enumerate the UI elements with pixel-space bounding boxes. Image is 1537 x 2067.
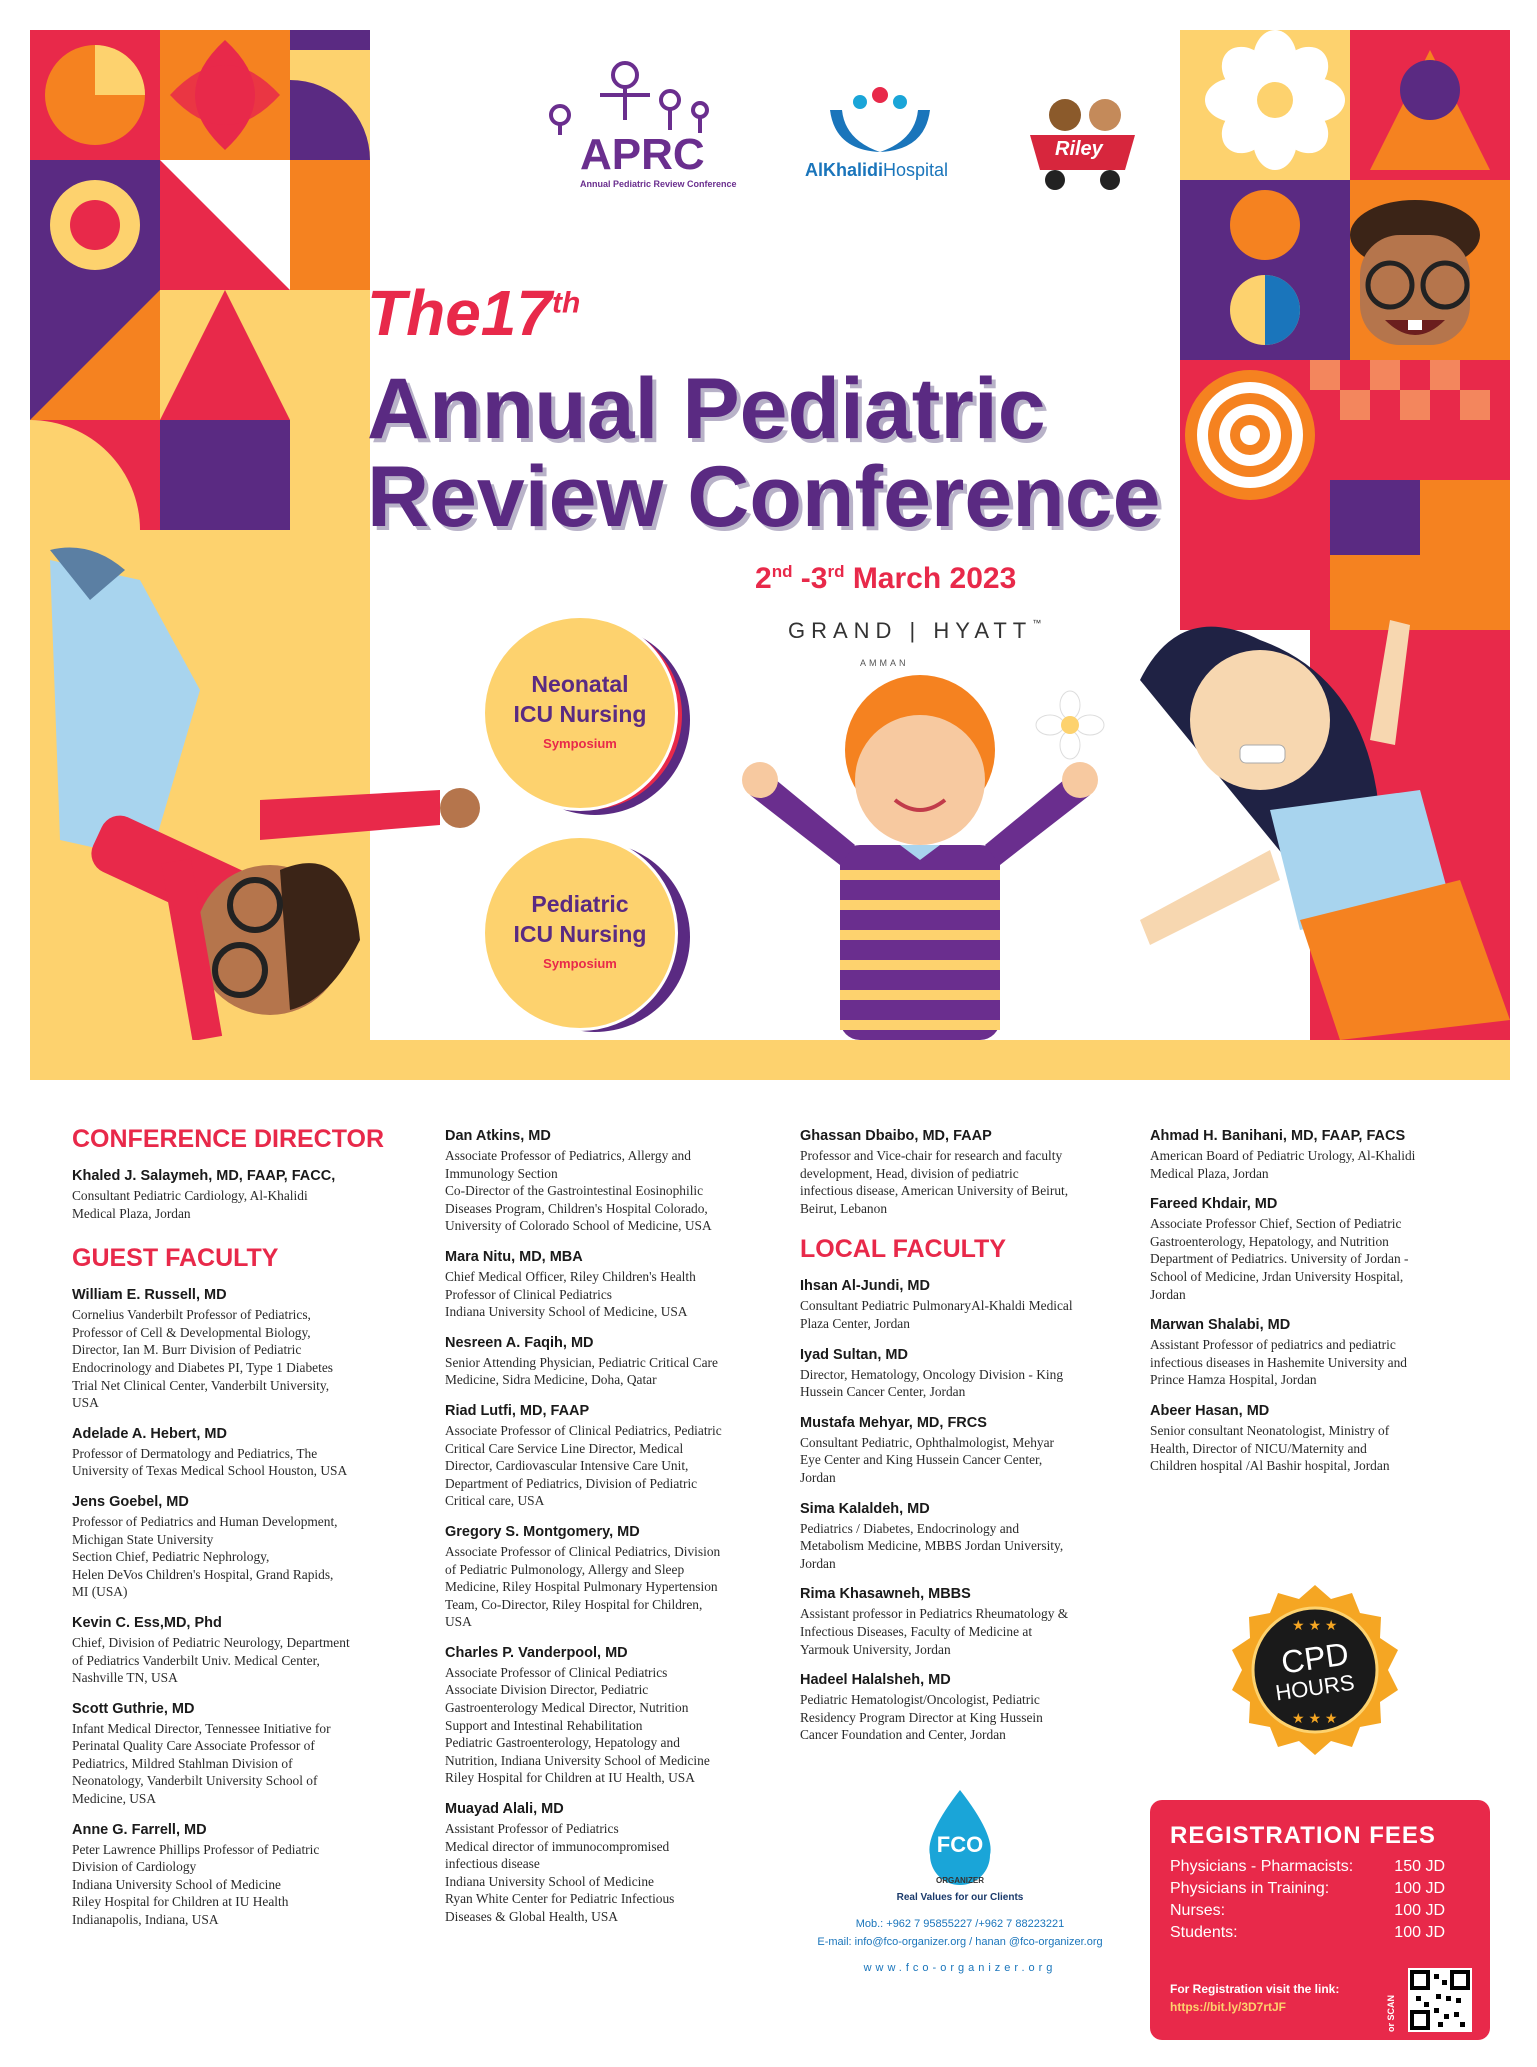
fee-value: 100 JD [1394, 1902, 1445, 1919]
faculty-description: Professor and Vice-chair for research and faculty development, Head, division of pediatric infectious disease, American University of Beirut, Beirut, Lebanon [800, 1148, 1069, 1216]
fco-tagline: Real Values for our Clients [896, 1892, 1024, 1903]
date-start: 2 [755, 562, 772, 595]
faculty-entry [800, 1501, 1140, 1573]
faculty-entry [445, 1403, 785, 1510]
venue-name [788, 618, 1047, 644]
edition-suffix: th [551, 286, 581, 320]
title-line-1: Annual Pediatric [367, 361, 1046, 457]
aprc-logo-text: APRC [580, 130, 705, 179]
date-end-suffix: rd [827, 562, 845, 581]
faculty-description: Associate Professor of Clinical Pediatrics, Pediatric Critical Care Service Line Director, Medical Director, Cardiovascular Intensive Care Unit, Department of Pediatrics, Division of Pediatric Critical care, USA [445, 1422, 722, 1509]
guest-faculty-list-1 [72, 1287, 402, 1928]
faculty-name: Charles P. Vanderpool, MD [445, 1644, 628, 1661]
left-geometric-pattern [30, 30, 370, 530]
fee-row [1170, 1858, 1445, 1876]
boy-with-glasses-illustration [1340, 195, 1490, 385]
date-month-year: March 2023 [844, 562, 1017, 595]
fee-value: 100 JD [1394, 1924, 1445, 1941]
faculty-description: Consultant Pediatric Cardiology, Al-Khalidi Medical Plaza, Jordan [72, 1188, 308, 1221]
faculty-name: Nesreen A. Faqih, MD [445, 1334, 594, 1351]
fco-logo-subtitle: ORGANIZER [936, 1876, 984, 1885]
faculty-entry [72, 1168, 402, 1222]
small-daisy-icon [1035, 690, 1105, 760]
faculty-name: William E. Russell, MD [72, 1287, 227, 1304]
faculty-name: Muayad Alali, MD [445, 1801, 564, 1818]
faculty-description: Associate Professor of Clinical Pediatrics Associate Division Director, Pediatric Gastroenterology Medical Director, Nutrition Support and Intestinal Rehabilitation Pediatric Gastroenterology, Hepatology and Nutrition, Indiana University School of Medicine Riley Hospital for Children at IU Health, USA [445, 1664, 710, 1786]
faculty-name: Scott Guthrie, MD [72, 1700, 195, 1717]
pediatric-icu-symposium-badge [482, 835, 678, 1031]
faculty-name: Ihsan Al-Jundi, MD [800, 1278, 930, 1295]
upside-down-boy-illustration [30, 540, 510, 1040]
aprc-logo [540, 55, 755, 190]
title-line-2: Review Conference [367, 449, 1161, 545]
alkhalidi-logo-text [805, 160, 948, 181]
faculty-entry [1150, 1128, 1490, 1182]
registration-link[interactable]: https://bit.ly/3D7rtJF [1170, 2000, 1287, 2014]
faculty-name: Iyad Sultan, MD [800, 1346, 908, 1363]
faculty-entry [800, 1278, 1140, 1332]
faculty-entry [800, 1415, 1140, 1487]
faculty-entry [72, 1426, 402, 1480]
svg-text:★ ★ ★: ★ ★ ★ [1292, 1617, 1338, 1633]
fee-label: Nurses: [1170, 1902, 1226, 1919]
faculty-name: Ahmad H. Banihani, MD, FAAP, FACS [1150, 1128, 1406, 1144]
faculty-column-1 [72, 1125, 402, 1943]
faculty-entry [72, 1822, 402, 1929]
fco-mobile: Mob.: +962 7 95855227 /+962 7 88223221 [855, 1918, 1065, 1930]
alkhalidi-hospital-logo [800, 70, 960, 190]
riley-logo [1015, 90, 1145, 200]
faculty-description: Assistant professor in Pediatrics Rheumatology & Infectious Diseases, Faculty of Medicine at Yarmouk University, Jordan [800, 1606, 1069, 1657]
conference-title [367, 361, 1161, 545]
faculty-name: Abeer Hasan, MD [1150, 1402, 1270, 1419]
faculty-name: Mustafa Mehyar, MD, FRCS [800, 1414, 987, 1431]
spiral-target-icon [1180, 365, 1320, 505]
faculty-name: Rima Khasawneh, MBBS [800, 1586, 971, 1603]
daisy-icon [1200, 30, 1350, 170]
fee-label: Physicians in Training: [1170, 1880, 1330, 1897]
registration-visit-text: For Registration visit the link: [1170, 1982, 1340, 1996]
faculty-description: Professor of Dermatology and Pediatrics, The University of Texas Medical School Houston, USA [72, 1445, 348, 1479]
faculty-entry [445, 1335, 785, 1389]
badge-label: Symposium [543, 956, 617, 971]
qr-code-icon[interactable] [1408, 1968, 1472, 2032]
faculty-entry [1150, 1196, 1490, 1303]
alkhalidi-logo-rest: Hospital [883, 160, 949, 180]
faculty-description: Director, Hematology, Oncology Division - King Hussein Cancer Center, Jordan [800, 1366, 1064, 1400]
faculty-entry [800, 1672, 1140, 1744]
faculty-column-3 [800, 1128, 1140, 1758]
faculty-description: Chief, Division of Pediatric Neurology, Department of Pediatrics Vanderbilt Univ. Medical Center, Nashville TN, USA [72, 1634, 350, 1686]
fee-row [1170, 1924, 1445, 1942]
fee-label: Students: [1170, 1924, 1238, 1941]
faculty-entry [800, 1347, 1140, 1401]
edition-number: The17 [367, 277, 552, 349]
faculty-entry [800, 1586, 1140, 1658]
cpd-hours-label: HOURS [1273, 1669, 1357, 1706]
faculty-entry [445, 1801, 785, 1926]
alkhalidi-logo-bold: AlKhalidi [805, 160, 884, 180]
hands-family-icon [800, 70, 960, 155]
riley-logo-text: Riley [1055, 138, 1103, 160]
fee-row [1170, 1902, 1445, 1920]
faculty-name: Mara Nitu, MD, MBA [445, 1248, 583, 1265]
fco-email[interactable]: E-mail: info@fco-organizer.org / hanan @fco-organizer.org [817, 1936, 1103, 1948]
faculty-description: Peter Lawrence Phillips Professor of Pediatric Division of Cardiology Indiana University School of Medicine Riley Hospital for Children at IU Health Indianapolis, Indiana, USA [72, 1841, 320, 1928]
section-heading-guest: GUEST FACULTY [72, 1244, 279, 1273]
registration-fees-box [1150, 1800, 1490, 2040]
faculty-description: Consultant Pediatric, Ophthalmologist, Mehyar Eye Center and King Hussein Cancer Center, Jordan [800, 1434, 1055, 1485]
faculty-entry [72, 1494, 402, 1601]
neonatal-icu-symposium-badge [482, 615, 678, 811]
children-figures-icon [540, 55, 755, 135]
edition-heading [367, 276, 580, 350]
faculty-name: Gregory S. Montgomery, MD [445, 1523, 640, 1540]
faculty-name: Riad Lutfi, MD, FAAP [445, 1402, 590, 1419]
faculty-entry [445, 1645, 785, 1787]
fee-value: 150 JD [1394, 1858, 1445, 1875]
faculty-entry [1150, 1317, 1490, 1389]
faculty-name: Marwan Shalabi, MD [1150, 1317, 1291, 1334]
aprc-logo-subtitle: Annual Pediatric Review Conference [580, 179, 737, 189]
faculty-description: Cornelius Vanderbilt Professor of Pediatrics, Professor of Cell & Developmental Biology, Director, Ian M. Burr Division of Pediatric Endocrinology and Diabetes PI, Type 1 Diabetes Trial Net Clinical Center, Vanderbilt University, USA [72, 1307, 333, 1411]
registration-title: REGISTRATION FEES [1170, 1822, 1436, 1849]
guest-faculty-list-3 [800, 1128, 1140, 1217]
faculty-description: Senior consultant Neonatologist, Ministry of Health, Director of NICU/Maternity and Children hospital /Al Bashir hospital, Jordan [1150, 1422, 1390, 1474]
faculty-description: Pediatric Hematologist/Oncologist, Pediatric Residency Program Director at King Hussein Cancer Foundation and Center, Jordan [800, 1692, 1043, 1743]
venue-trademark: ™ [1032, 618, 1048, 628]
date-end: -3 [792, 562, 828, 595]
local-faculty-list-1 [800, 1278, 1140, 1744]
faculty-name: Khaled J. Salaymeh, MD, FAAP, FACC, [72, 1168, 336, 1184]
faculty-name: Hadeel Halalsheh, MD [800, 1672, 951, 1689]
faculty-name: Dan Atkins, MD [445, 1128, 551, 1144]
faculty-description: Assistant Professor of pediatrics and pediatric infectious diseases in Hashemite University and Prince Hamza Hospital, Jordan [1150, 1337, 1407, 1388]
section-heading-director: CONFERENCE DIRECTOR [72, 1125, 385, 1153]
faculty-entry [72, 1615, 402, 1687]
bottom-yellow-stripe [30, 1040, 1510, 1080]
badge-label: Symposium [543, 736, 617, 751]
faculty-description: Pediatrics / Diabetes, Endocrinology and Metabolism Medicine, MBBS Jordan University, Jordan [800, 1520, 1064, 1571]
faculty-description: Professor of Pediatrics and Human Development, Michigan State University Section Chief, Pediatric Nephrology, Helen DeVos Children's Hospital, Grand Rapids, MI (USA) [72, 1513, 338, 1600]
fco-logo-text: FCO [936, 1832, 984, 1857]
fee-value: 100 JD [1394, 1880, 1445, 1897]
faculty-entry [445, 1524, 785, 1631]
faculty-column-4 [1150, 1128, 1490, 1489]
badge-line-2: ICU Nursing [513, 921, 647, 947]
faculty-name: Sima Kalaldeh, MD [800, 1500, 930, 1517]
local-faculty-list-2 [1150, 1128, 1490, 1475]
faculty-description: American Board of Pediatric Urology, Al-Khalidi Medical Plaza, Jordan [1150, 1148, 1416, 1181]
director-list [72, 1168, 402, 1222]
fco-website[interactable]: www.fco-organizer.org [863, 1962, 1057, 1974]
faculty-name: Jens Goebel, MD [72, 1493, 189, 1510]
cpd-hours-seal [1230, 1585, 1400, 1755]
faculty-name: Ghassan Dbaibo, MD, FAAP [800, 1128, 992, 1144]
guest-faculty-list-2 [445, 1128, 785, 1926]
venue-city: AMMAN [860, 658, 909, 668]
faculty-name: Fareed Khdair, MD [1150, 1196, 1278, 1213]
faculty-description: Associate Professor of Pediatrics, Allergy and Immunology Section Co-Director of the Gastrointestinal Eosinophilic Diseases Program, Children's Hospital Colorado, University of Colorado School of Medicine, USA [445, 1148, 712, 1234]
badge-line-1: Pediatric [531, 891, 629, 917]
faculty-name: Anne G. Farrell, MD [72, 1821, 207, 1838]
conference-dates [755, 562, 1016, 596]
fee-label: Physicians - Pharmacists: [1170, 1858, 1354, 1875]
faculty-entry [445, 1128, 785, 1235]
faculty-name: Kevin C. Ess,MD, Phd [72, 1614, 222, 1631]
faculty-description: Associate Professor of Clinical Pediatrics, Division of Pediatric Pulmonology, Allergy and Sleep Medicine, Riley Hospital Pulmonary Hypertension Team, Co-Director, Riley Hospital for Children, USA [445, 1543, 721, 1630]
badge-line-1: Neonatal [531, 671, 629, 697]
scan-label: or SCAN [1386, 1994, 1396, 2032]
faculty-entry [445, 1249, 785, 1321]
faculty-description: Assistant Professor of Pediatrics Medical director of immunocompromised infectious disease Indiana University School of Medicine Ryan White Center for Pediatric Infectious Diseases & Global Health, USA [445, 1821, 675, 1924]
fco-organizer-block [780, 1790, 1140, 1980]
faculty-entry [72, 1701, 402, 1808]
faculty-name: Adelade A. Hebert, MD [72, 1425, 227, 1442]
faculty-column-2 [445, 1128, 785, 1940]
faculty-description: Consultant Pediatric PulmonaryAl-Khaldi Medical Plaza Center, Jordan [800, 1298, 1073, 1331]
section-heading-local: LOCAL FACULTY [800, 1235, 1007, 1264]
svg-text:★ ★ ★: ★ ★ ★ [1292, 1710, 1338, 1726]
faculty-description: Chief Medical Officer, Riley Children's Health Professor of Clinical Pediatrics Indiana University School of Medicine, USA [445, 1268, 696, 1320]
faculty-description: Infant Medical Director, Tennessee Initiative for Perinatal Quality Care Associate Professor of Pediatrics, Mildred Stahlman Division of Neonatology, Vanderbilt University School of Medicine, USA [72, 1720, 331, 1807]
cpd-label: CPD [1278, 1635, 1351, 1681]
poster-banner [30, 30, 1510, 1080]
girl-with-braces-illustration [1120, 600, 1510, 1040]
faculty-description: Associate Professor Chief, Section of Pediatric Gastroenterology, Hepatology, and Nutrition Department of Pediatrics. University of Jordan - School of Medicine, Jrdan University Hospital, Jordan [1150, 1216, 1409, 1302]
venue-text: GRAND | HYATT [788, 618, 1033, 643]
faculty-entry [72, 1287, 402, 1412]
date-start-suffix: nd [771, 562, 793, 581]
faculty-description: Senior Attending Physician, Pediatric Critical Care Medicine, Sidra Medicine, Doha, Qatar [445, 1354, 718, 1388]
faculty-entry [800, 1128, 1140, 1217]
badge-line-2: ICU Nursing [513, 701, 647, 727]
fee-row [1170, 1880, 1445, 1898]
faculty-entry [1150, 1403, 1490, 1475]
